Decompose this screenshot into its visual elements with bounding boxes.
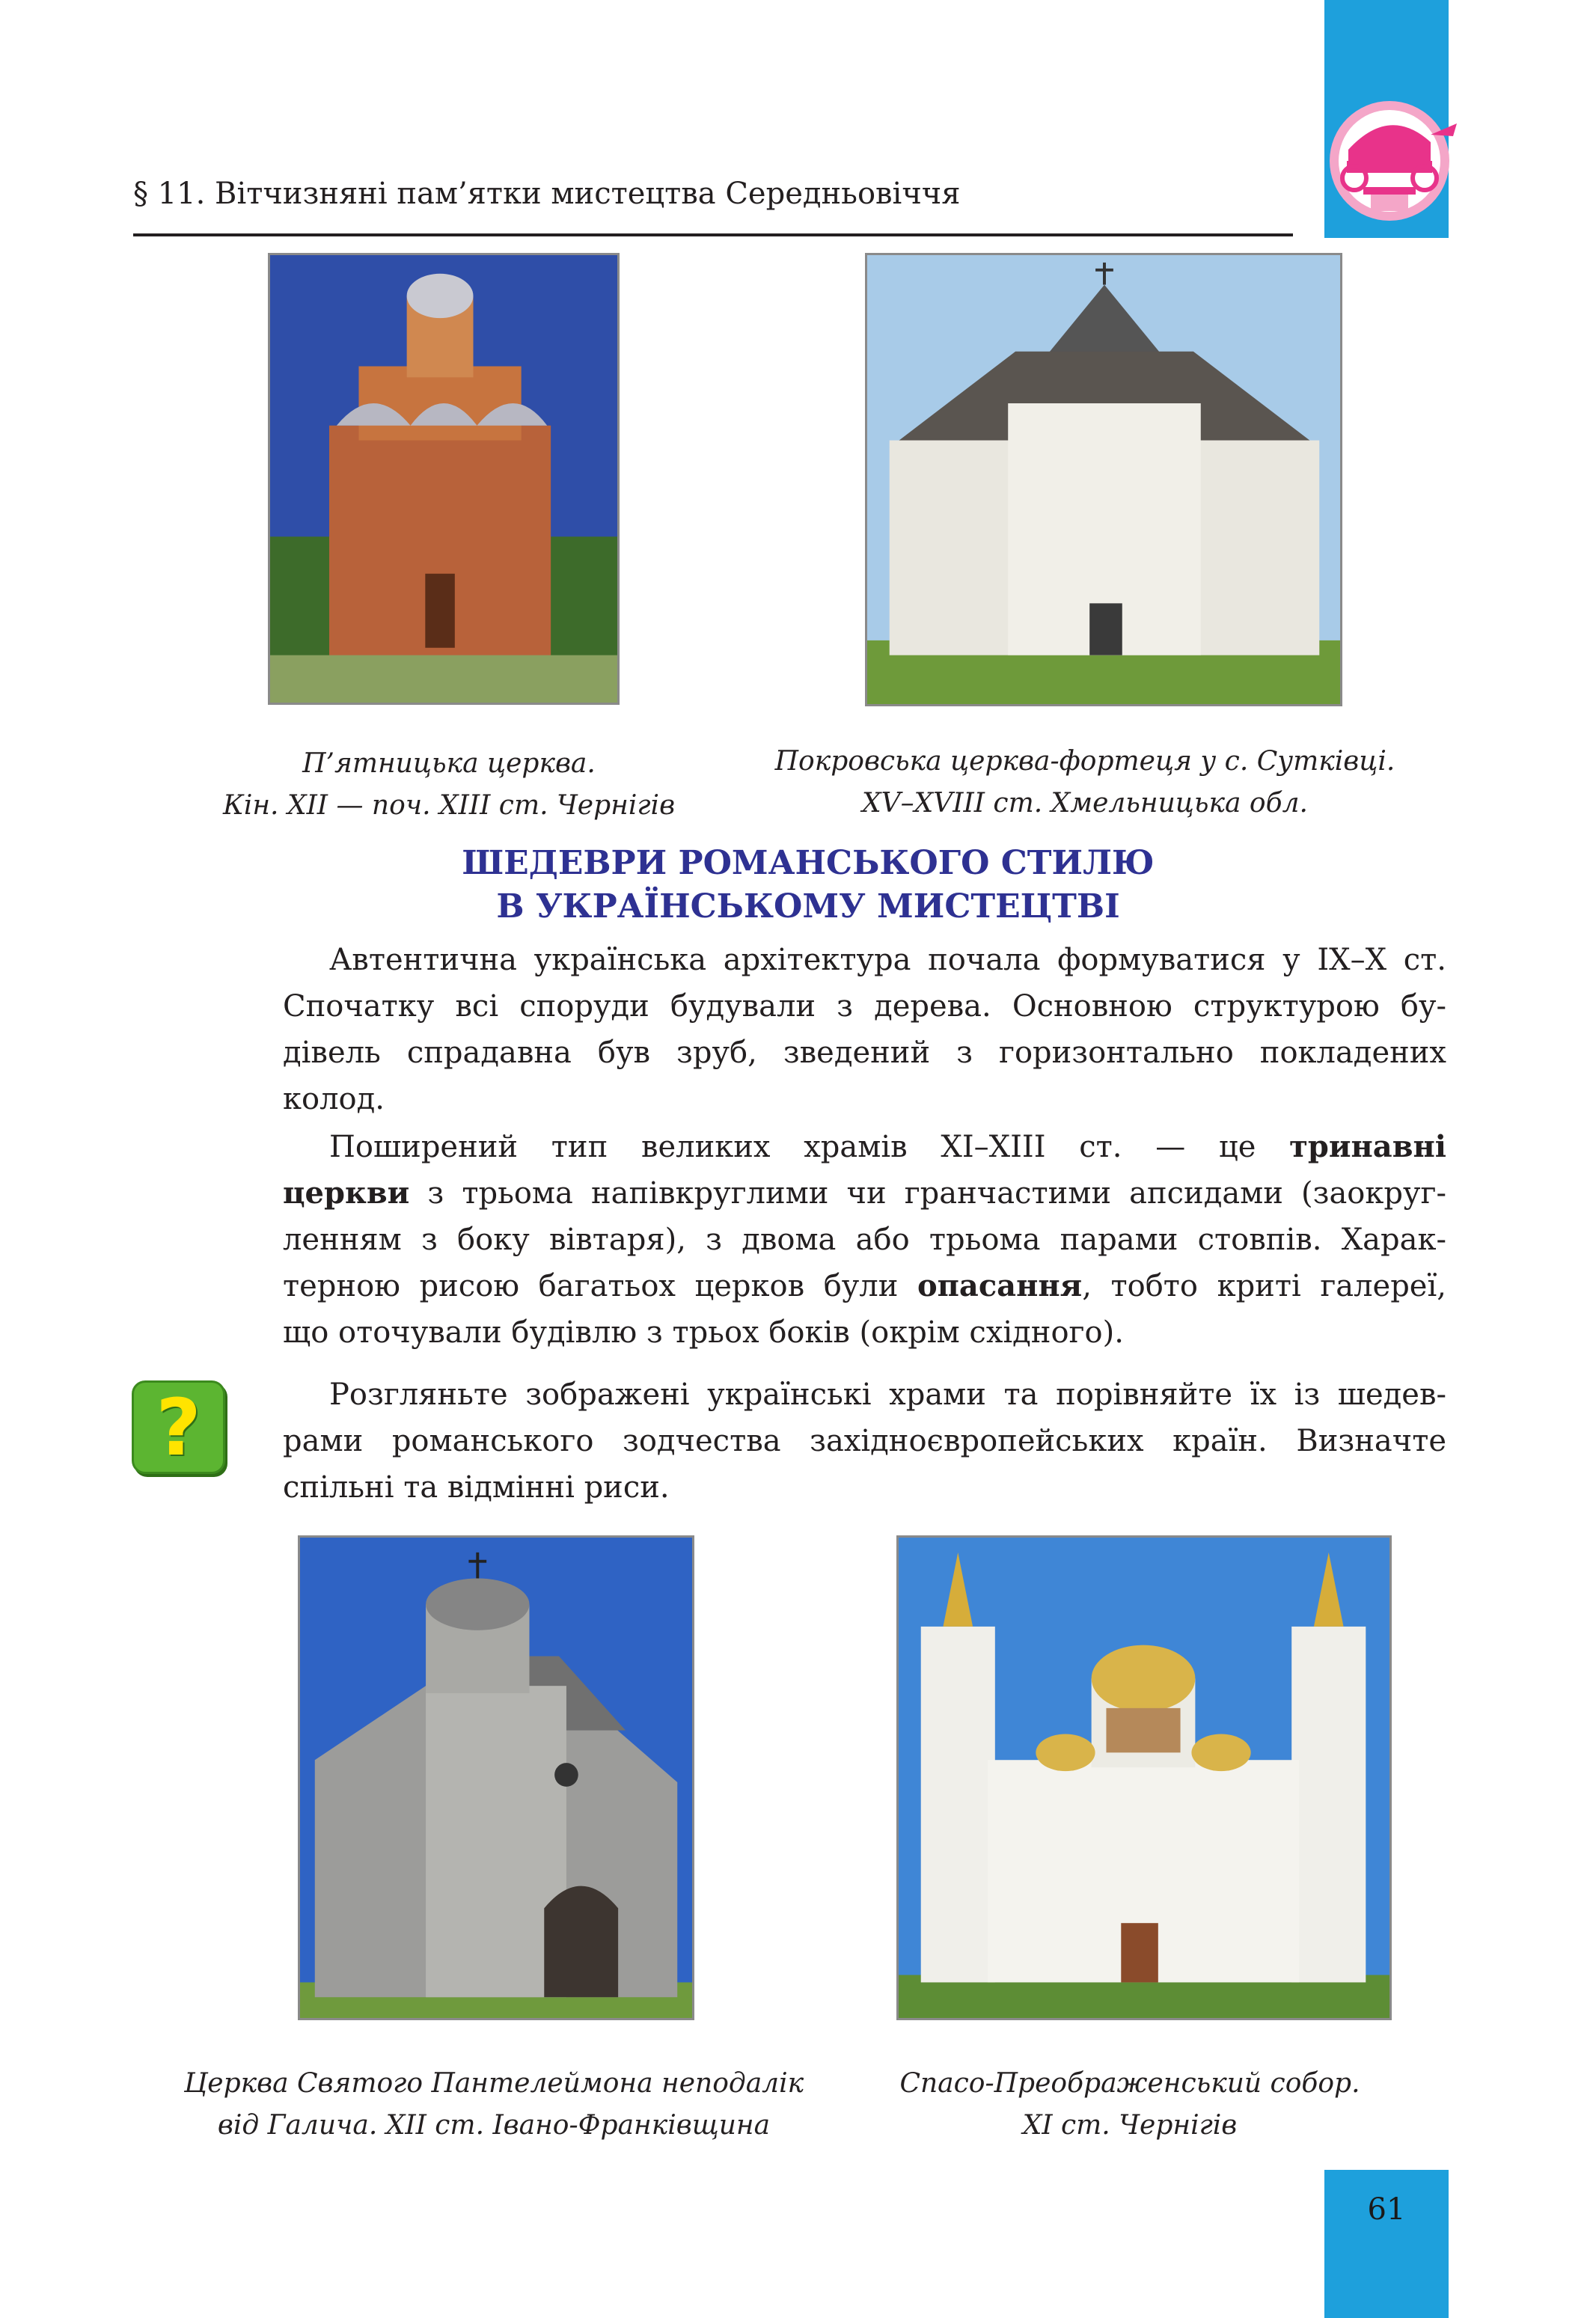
paragraph-line: дівель спрадавна був зруб, зведений з горизонтально покладених xyxy=(283,1036,1446,1070)
paragraph-line xyxy=(283,1124,1446,1170)
caption-panteleimon xyxy=(161,2063,827,2147)
caption-line: Покровська церква-фортеця у с. Сутківці. xyxy=(774,746,1395,777)
question-mark-icon xyxy=(132,1380,225,1474)
section-title-line: ШЕДЕВРИ РОМАНСЬКОГО СТИЛЮ xyxy=(462,844,1155,882)
paragraph-line: Автентична українська архітектура почала формуватися у IX–X ст. xyxy=(329,943,1446,977)
running-header: § 11. Вітчизняні пам’ятки мистецтва Середньовіччя xyxy=(133,177,961,211)
text-run: , тобто криті галереї, xyxy=(1082,1269,1446,1303)
paragraph-churches xyxy=(283,1124,1446,1356)
caption-line: XV–XVIII ст. Хмельницька обл. xyxy=(862,788,1308,819)
question-symbol: ? xyxy=(156,1382,201,1473)
church-photo-pokrovska xyxy=(865,253,1342,706)
caption-line: П’ятницька церква. xyxy=(302,748,596,779)
text-run: терною рисою багатьох церков були xyxy=(283,1269,917,1303)
caption-line: Спасо-Преображенський собор. xyxy=(899,2068,1360,2099)
paragraph-line: Спочатку всі споруди будували з дерева. Основною структурою бу- xyxy=(283,989,1446,1024)
ionic-capital-logo-icon xyxy=(1318,90,1468,224)
question-text xyxy=(283,1371,1446,1511)
term-tserkvy: церкви xyxy=(283,1175,410,1211)
term-trinavni: тринавні xyxy=(1289,1129,1446,1164)
text-run: з трьома напівкруглими чи гранчастими апсидами (заокруг- xyxy=(409,1176,1446,1211)
paragraph-line: що оточували будівлю з трьох боків (окрім східного). xyxy=(283,1315,1124,1350)
caption-pyatnytska xyxy=(210,743,688,827)
section-title xyxy=(284,842,1332,929)
paragraph-line: Розгляньте зображені українські храми та порівняйте їх із шедев- xyxy=(329,1377,1446,1412)
caption-line: XI ст. Чернігів xyxy=(1022,2110,1238,2141)
paragraph-intro xyxy=(283,937,1446,1122)
church-photo-panteleimon xyxy=(298,1535,694,2020)
church-photo-pyatnytska xyxy=(268,253,620,705)
header-divider xyxy=(133,233,1293,236)
text-run: Поширений тип великих храмів XI–XIII ст. — це xyxy=(329,1130,1290,1164)
caption-spaso xyxy=(860,2063,1399,2147)
paragraph-line: спільні та відмінні риси. xyxy=(283,1470,670,1505)
paragraph-line xyxy=(283,1170,1446,1217)
paragraph-line: рами романського зодчества західноєвропейських країн. Визначте xyxy=(283,1424,1446,1458)
caption-line: Кін. XII — поч. XIII ст. Чернігів xyxy=(222,790,676,821)
paragraph-line: колод. xyxy=(283,1082,385,1116)
church-photo-spaso-preobrazhensky xyxy=(896,1535,1392,2020)
caption-line: Церква Святого Пантелеймона неподалік xyxy=(183,2068,804,2099)
paragraph-line xyxy=(283,1263,1446,1309)
section-title-line: В УКРАЇНСЬКОМУ МИСТЕЦТВІ xyxy=(496,887,1120,926)
term-opasannia: опасання xyxy=(917,1268,1083,1303)
caption-line: від Галича. XII ст. Івано-Франківщина xyxy=(217,2110,771,2141)
paragraph-line: ленням з боку вівтаря), з двома або трьома парами стовпів. Харак- xyxy=(283,1223,1446,1257)
caption-pokrovska xyxy=(741,741,1429,825)
page-number: 61 xyxy=(1367,2192,1406,2227)
